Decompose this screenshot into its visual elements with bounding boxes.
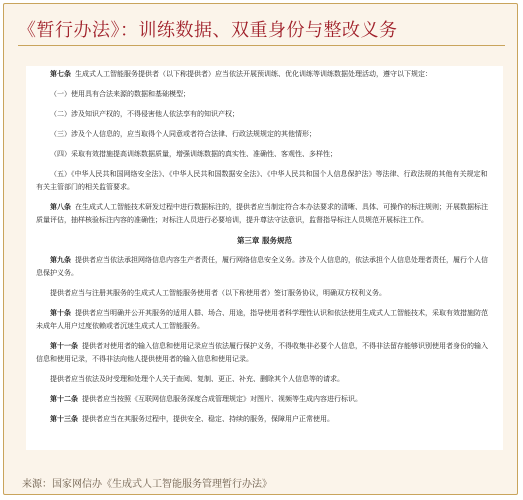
page-title: 《暂行办法》：训练数据、双重身份与整改义务 (18, 20, 398, 41)
clause-5 (36, 168, 493, 194)
article-number: 第十三条 (50, 415, 78, 423)
source-credit: 来源：国家网信办《生成式人工智能服务管理暂行办法》 (22, 479, 272, 490)
article-7 (36, 68, 493, 81)
regulation-excerpt (26, 66, 503, 450)
article-number: 第十一条 (50, 342, 78, 350)
clause-text: （一）使用具有合法来源的数据和基础模型； (50, 90, 190, 98)
clause-text: （五）《中华人民共和国网络安全法》、《中华人民共和国数据安全法》、《中华人民共和国个人信息保护法》等法律、行政法规的其他有关规定和有关主管部门的相关监管要求。 (36, 170, 488, 191)
paragraph-text: 提供者应当依法及时受理和处理个人关于查阅、复制、更正、补充、删除其个人信息等的请求。 (50, 375, 344, 383)
clause-text: （二）涉及知识产权的，不得侵害他人依法享有的知识产权； (50, 110, 239, 118)
article-text: 提供者对使用者的输入信息和使用记录应当依法履行保护义务，不得收集非必要个人信息，不得非法留存能够识别使用者身份的输入信息和使用记录，不得非法向他人提供使用者的输入信息和使用记录。 (36, 342, 488, 363)
article-11 (36, 340, 493, 366)
chapter-heading: 第三章 服务规范 (236, 236, 293, 245)
article-13 (36, 413, 493, 426)
article-text: 提供者应当按照《互联网信息服务深度合成管理规定》对图片、视频等生成内容进行标识。 (82, 395, 362, 403)
clause-3 (36, 128, 493, 141)
article-number: 第七条 (50, 70, 71, 78)
article-9 (36, 254, 493, 280)
article-text: 提供者应当依法承担网络信息内容生产者责任，履行网络信息安全义务。涉及个人信息的，依法承担个人信息处理者责任，履行个人信息保护义务。 (36, 256, 488, 277)
article-text: 提供者应当明确并公开其服务的适用人群、场合、用途，指导使用者科学理性认识和依法使用生成式人工智能技术，采取有效措施防范未成年人用户过度依赖或者沉迷生成式人工智能服务。 (36, 309, 488, 330)
article-text: 提供者应当在其服务过程中，提供安全、稳定、持续的服务，保障用户正常使用。 (82, 415, 334, 423)
clause-text: （四）采取有效措施提高训练数据质量，增强训练数据的真实性、准确性、客观性、多样性； (50, 150, 337, 158)
article-number: 第八条 (50, 203, 71, 211)
article-11-para-2 (36, 373, 493, 386)
clause-4 (36, 148, 493, 161)
article-number: 第十二条 (50, 395, 78, 403)
article-number: 第九条 (50, 256, 71, 264)
clause-text: （三）涉及个人信息的，应当取得个人同意或者符合法律、行政法规规定的其他情形； (50, 130, 316, 138)
article-10 (36, 307, 493, 333)
clause-2 (36, 108, 493, 121)
article-12 (36, 393, 493, 406)
title-divider (18, 45, 505, 46)
article-8 (36, 201, 493, 227)
paragraph-text: 提供者应当与注册其服务的生成式人工智能服务使用者（以下称使用者）签订服务协议，明确双方权利义务。 (50, 289, 386, 297)
article-9-para-2 (36, 287, 493, 300)
infographic-card (3, 3, 518, 495)
article-number: 第十条 (50, 309, 71, 317)
clause-1 (36, 88, 493, 101)
article-text: 生成式人工智能服务提供者（以下称提供者）应当依法开展预训练、优化训练等训练数据处理活动，遵守以下规定： (75, 70, 432, 78)
article-text: 在生成式人工智能技术研发过程中进行数据标注的，提供者应当制定符合本办法要求的清晰、具体、可操作的标注规则；开展数据标注质量评估，抽样核验标注内容的准确性；对标注人员进行必要培训，提升尊法守法意识，监督指导标注人员规范开展标注工作。 (36, 203, 488, 224)
